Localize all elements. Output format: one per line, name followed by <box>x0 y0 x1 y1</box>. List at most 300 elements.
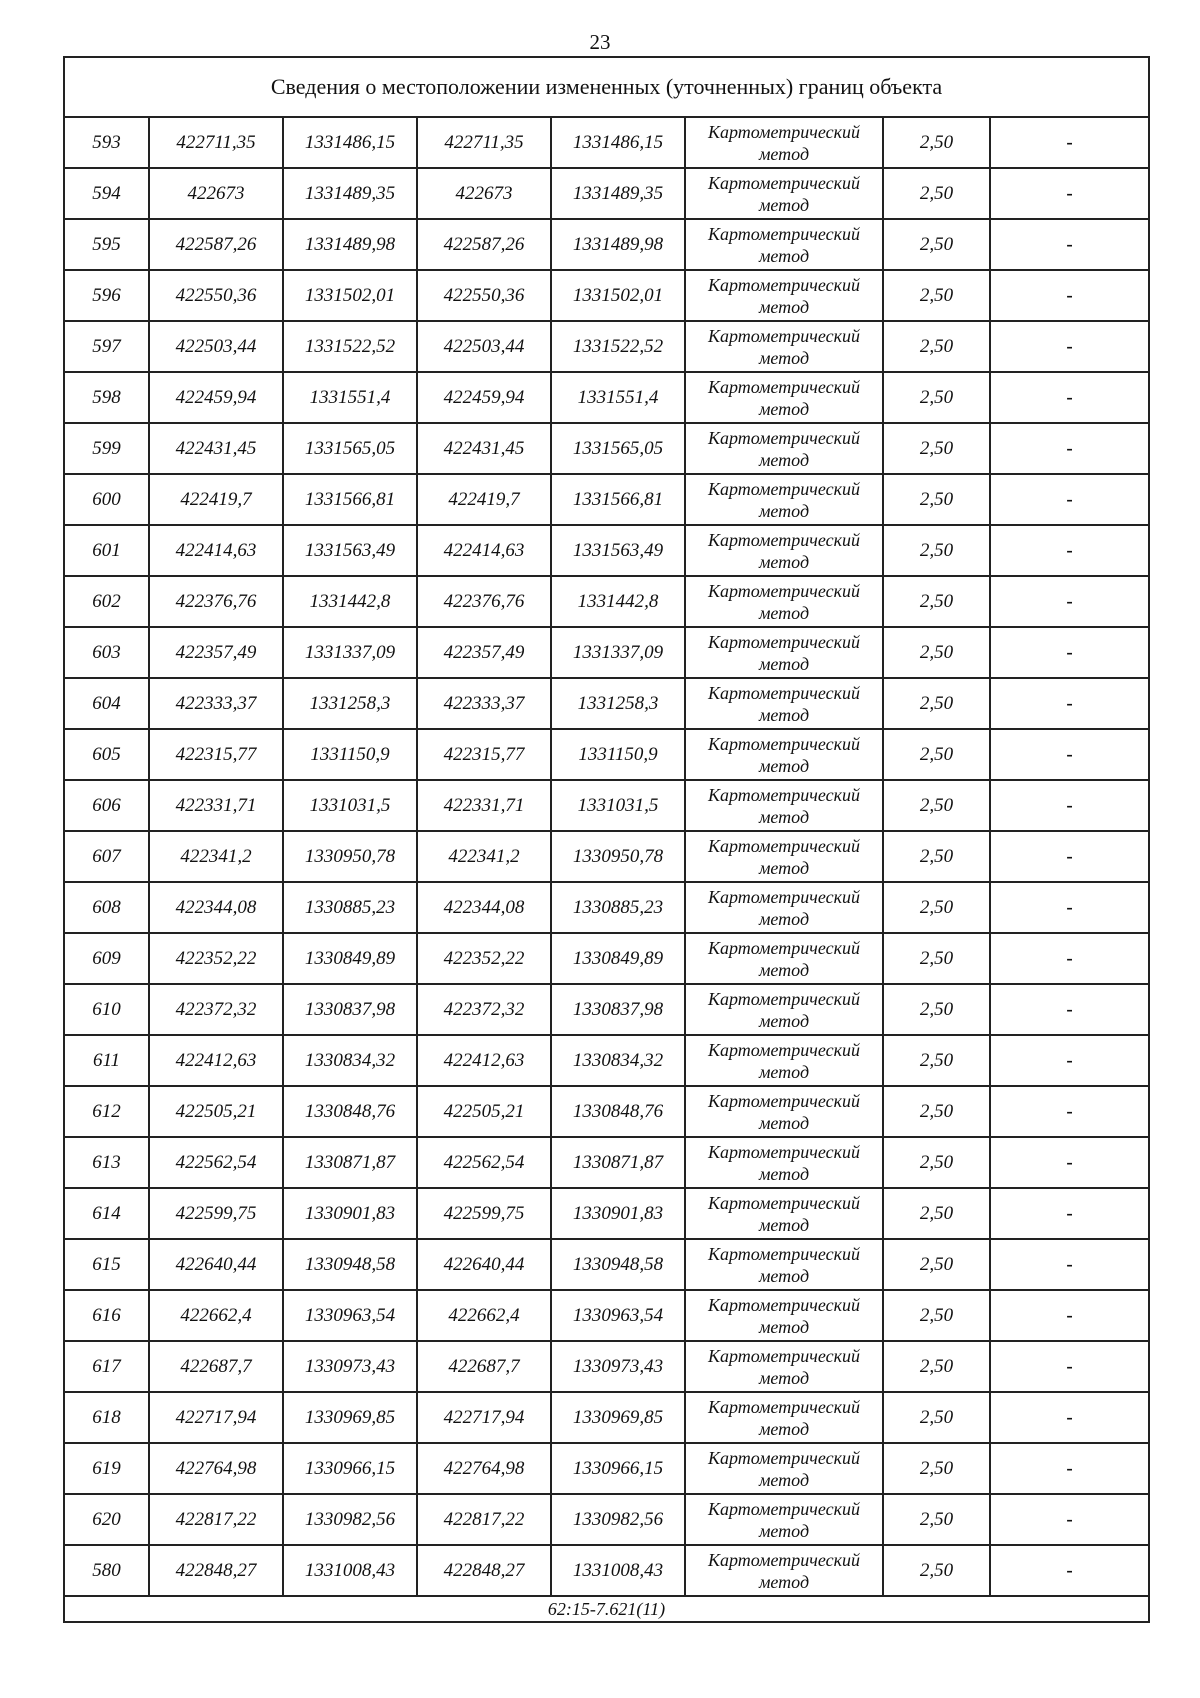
x-old-cell: 422431,45 <box>150 424 284 473</box>
x-new-cell: 422662,4 <box>418 1291 552 1340</box>
point-number-cell: 599 <box>65 424 150 473</box>
x-new-cell: 422431,45 <box>418 424 552 473</box>
table-row <box>65 118 1148 169</box>
y-new-cell: 1330950,78 <box>552 832 686 881</box>
point-number-cell: 595 <box>65 220 150 269</box>
point-number-cell: 596 <box>65 271 150 320</box>
x-new-cell: 422640,44 <box>418 1240 552 1289</box>
x-new-cell: 422412,63 <box>418 1036 552 1085</box>
x-old-cell: 422315,77 <box>150 730 284 779</box>
method-cell <box>686 322 884 371</box>
point-number-cell: 620 <box>65 1495 150 1544</box>
y-old-cell: 1331522,52 <box>284 322 418 371</box>
x-old-cell: 422503,44 <box>150 322 284 371</box>
method-line1: Картометрический <box>707 682 860 703</box>
accuracy-cell: 2,50 <box>884 1546 991 1595</box>
x-new-cell: 422344,08 <box>418 883 552 932</box>
note-cell: - <box>1066 1407 1073 1428</box>
method-line2: метод <box>758 1418 810 1439</box>
method-cell <box>686 118 884 167</box>
accuracy-cell: 2,50 <box>884 1189 991 1238</box>
note-cell: - <box>1066 591 1073 612</box>
method-line1: Картометрический <box>707 325 860 346</box>
y-new-cell: 1330885,23 <box>552 883 686 932</box>
accuracy-cell: 2,50 <box>884 934 991 983</box>
method-line1: Картометрический <box>707 1090 860 1111</box>
y-new-cell: 1331522,52 <box>552 322 686 371</box>
y-new-cell: 1331489,98 <box>552 220 686 269</box>
method-line2: метод <box>758 602 810 623</box>
accuracy-cell: 2,50 <box>884 1393 991 1442</box>
y-new-cell: 1331551,4 <box>552 373 686 422</box>
method-line1: Картометрический <box>707 274 860 295</box>
x-old-cell: 422848,27 <box>150 1546 284 1595</box>
x-new-cell: 422503,44 <box>418 322 552 371</box>
accuracy-cell: 2,50 <box>884 1036 991 1085</box>
accuracy-cell: 2,50 <box>884 577 991 626</box>
x-new-cell: 422414,63 <box>418 526 552 575</box>
x-old-cell: 422331,71 <box>150 781 284 830</box>
accuracy-cell: 2,50 <box>884 1444 991 1493</box>
y-new-cell: 1330834,32 <box>552 1036 686 1085</box>
table-row <box>65 985 1148 1036</box>
method-line1: Картометрический <box>707 1141 860 1162</box>
x-old-cell: 422662,4 <box>150 1291 284 1340</box>
table-row <box>65 424 1148 475</box>
point-number-cell: 597 <box>65 322 150 371</box>
y-old-cell: 1330948,58 <box>284 1240 418 1289</box>
x-old-cell: 422459,94 <box>150 373 284 422</box>
note-cell: - <box>1066 642 1073 663</box>
method-line2: метод <box>758 449 810 470</box>
point-number-cell: 605 <box>65 730 150 779</box>
y-old-cell: 1330973,43 <box>284 1342 418 1391</box>
note-cell: - <box>1066 948 1073 969</box>
accuracy-cell: 2,50 <box>884 679 991 728</box>
method-line1: Картометрический <box>707 988 860 1009</box>
y-new-cell: 1331031,5 <box>552 781 686 830</box>
x-old-cell: 422673 <box>150 169 284 218</box>
method-line1: Картометрический <box>707 1039 860 1060</box>
x-old-cell: 422344,08 <box>150 883 284 932</box>
method-line2: метод <box>758 908 810 929</box>
y-new-cell: 1331566,81 <box>552 475 686 524</box>
note-cell: - <box>1066 1560 1073 1581</box>
method-line1: Картометрический <box>707 1243 860 1264</box>
note-cell: - <box>1066 540 1073 561</box>
method-line2: метод <box>758 1163 810 1184</box>
x-old-cell: 422687,7 <box>150 1342 284 1391</box>
accuracy-cell: 2,50 <box>884 781 991 830</box>
table-row <box>65 1036 1148 1087</box>
x-old-cell: 422412,63 <box>150 1036 284 1085</box>
method-line2: метод <box>758 755 810 776</box>
x-new-cell: 422352,22 <box>418 934 552 983</box>
accuracy-cell: 2,50 <box>884 475 991 524</box>
table-row <box>65 883 1148 934</box>
accuracy-cell: 2,50 <box>884 424 991 473</box>
method-line1: Картометрический <box>707 1498 860 1519</box>
method-cell <box>686 1087 884 1136</box>
y-old-cell: 1330849,89 <box>284 934 418 983</box>
x-new-cell: 422673 <box>418 169 552 218</box>
method-cell <box>686 730 884 779</box>
method-line1: Картометрический <box>707 733 860 754</box>
y-old-cell: 1331150,9 <box>284 730 418 779</box>
accuracy-cell: 2,50 <box>884 832 991 881</box>
y-new-cell: 1330871,87 <box>552 1138 686 1187</box>
y-new-cell: 1331563,49 <box>552 526 686 575</box>
method-cell <box>686 679 884 728</box>
y-new-cell: 1331489,35 <box>552 169 686 218</box>
method-line2: метод <box>758 1469 810 1490</box>
accuracy-cell: 2,50 <box>884 1087 991 1136</box>
note-cell: - <box>1066 285 1073 306</box>
method-line2: метод <box>758 959 810 980</box>
y-new-cell: 1330969,85 <box>552 1393 686 1442</box>
note-cell: - <box>1066 1203 1073 1224</box>
x-old-cell: 422717,94 <box>150 1393 284 1442</box>
method-cell <box>686 1189 884 1238</box>
note-cell: - <box>1066 234 1073 255</box>
note-cell: - <box>1066 1254 1073 1275</box>
accuracy-cell: 2,50 <box>884 1138 991 1187</box>
point-number-cell: 617 <box>65 1342 150 1391</box>
method-cell <box>686 475 884 524</box>
method-line1: Картометрический <box>707 223 860 244</box>
table-row <box>65 475 1148 526</box>
x-old-cell: 422333,37 <box>150 679 284 728</box>
note-cell: - <box>1066 1305 1073 1326</box>
table-row <box>65 781 1148 832</box>
point-number-cell: 594 <box>65 169 150 218</box>
method-line2: метод <box>758 194 810 215</box>
method-line2: метод <box>758 245 810 266</box>
point-number-cell: 580 <box>65 1546 150 1595</box>
point-number-cell: 611 <box>65 1036 150 1085</box>
method-cell <box>686 1240 884 1289</box>
method-cell <box>686 1495 884 1544</box>
table-row <box>65 679 1148 730</box>
y-new-cell: 1331150,9 <box>552 730 686 779</box>
method-line2: метод <box>758 1214 810 1235</box>
point-number-cell: 615 <box>65 1240 150 1289</box>
method-line2: метод <box>758 143 810 164</box>
x-old-cell: 422341,2 <box>150 832 284 881</box>
table-row <box>65 220 1148 271</box>
method-cell <box>686 934 884 983</box>
method-cell <box>686 985 884 1034</box>
x-old-cell: 422414,63 <box>150 526 284 575</box>
method-cell <box>686 424 884 473</box>
x-new-cell: 422331,71 <box>418 781 552 830</box>
table-row <box>65 1444 1148 1495</box>
y-new-cell: 1331502,01 <box>552 271 686 320</box>
y-new-cell: 1330973,43 <box>552 1342 686 1391</box>
method-line1: Картометрический <box>707 1447 860 1468</box>
method-line1: Картометрический <box>707 1549 860 1570</box>
note-cell: - <box>1066 897 1073 918</box>
method-line2: метод <box>758 857 810 878</box>
accuracy-cell: 2,50 <box>884 118 991 167</box>
method-cell <box>686 220 884 269</box>
accuracy-cell: 2,50 <box>884 1342 991 1391</box>
accuracy-cell: 2,50 <box>884 1240 991 1289</box>
method-cell <box>686 1546 884 1595</box>
y-new-cell: 1330963,54 <box>552 1291 686 1340</box>
accuracy-cell: 2,50 <box>884 1291 991 1340</box>
method-cell <box>686 1291 884 1340</box>
y-old-cell: 1331008,43 <box>284 1546 418 1595</box>
x-new-cell: 422717,94 <box>418 1393 552 1442</box>
y-new-cell: 1331565,05 <box>552 424 686 473</box>
table-row <box>65 1240 1148 1291</box>
point-number-cell: 593 <box>65 118 150 167</box>
y-old-cell: 1330901,83 <box>284 1189 418 1238</box>
point-number-cell: 607 <box>65 832 150 881</box>
y-old-cell: 1331337,09 <box>284 628 418 677</box>
x-old-cell: 422599,75 <box>150 1189 284 1238</box>
y-old-cell: 1331551,4 <box>284 373 418 422</box>
x-new-cell: 422562,54 <box>418 1138 552 1187</box>
note-cell: - <box>1066 387 1073 408</box>
method-line2: метод <box>758 1367 810 1388</box>
table-row <box>65 832 1148 883</box>
note-cell: - <box>1066 1050 1073 1071</box>
point-number-cell: 608 <box>65 883 150 932</box>
x-new-cell: 422341,2 <box>418 832 552 881</box>
method-line1: Картометрический <box>707 937 860 958</box>
note-cell: - <box>1066 183 1073 204</box>
y-old-cell: 1330963,54 <box>284 1291 418 1340</box>
y-old-cell: 1330969,85 <box>284 1393 418 1442</box>
y-new-cell: 1331008,43 <box>552 1546 686 1595</box>
method-line2: метод <box>758 347 810 368</box>
x-new-cell: 422333,37 <box>418 679 552 728</box>
x-old-cell: 422357,49 <box>150 628 284 677</box>
method-line1: Картометрический <box>707 427 860 448</box>
x-new-cell: 422587,26 <box>418 220 552 269</box>
x-old-cell: 422711,35 <box>150 118 284 167</box>
page-number: 23 <box>589 30 611 54</box>
accuracy-cell: 2,50 <box>884 883 991 932</box>
x-new-cell: 422372,32 <box>418 985 552 1034</box>
x-new-cell: 422687,7 <box>418 1342 552 1391</box>
method-cell <box>686 1036 884 1085</box>
x-old-cell: 422352,22 <box>150 934 284 983</box>
x-new-cell: 422315,77 <box>418 730 552 779</box>
x-new-cell: 422376,76 <box>418 577 552 626</box>
method-line2: метод <box>758 1265 810 1286</box>
y-new-cell: 1330982,56 <box>552 1495 686 1544</box>
y-new-cell: 1330849,89 <box>552 934 686 983</box>
point-number-cell: 601 <box>65 526 150 575</box>
table-row <box>65 1087 1148 1138</box>
accuracy-cell: 2,50 <box>884 271 991 320</box>
x-old-cell: 422562,54 <box>150 1138 284 1187</box>
x-new-cell: 422357,49 <box>418 628 552 677</box>
x-new-cell: 422459,94 <box>418 373 552 422</box>
y-new-cell: 1330901,83 <box>552 1189 686 1238</box>
note-cell: - <box>1066 999 1073 1020</box>
method-line2: метод <box>758 806 810 827</box>
method-line1: Картометрический <box>707 835 860 856</box>
table-row <box>65 1138 1148 1189</box>
method-cell <box>686 832 884 881</box>
accuracy-cell: 2,50 <box>884 730 991 779</box>
boundary-coordinates-table <box>63 56 1150 1623</box>
note-cell: - <box>1066 795 1073 816</box>
method-cell <box>686 1342 884 1391</box>
note-cell: - <box>1066 1152 1073 1173</box>
point-number-cell: 616 <box>65 1291 150 1340</box>
method-line2: метод <box>758 1571 810 1592</box>
y-new-cell: 1330966,15 <box>552 1444 686 1493</box>
table-row <box>65 934 1148 985</box>
accuracy-cell: 2,50 <box>884 322 991 371</box>
method-line2: метод <box>758 704 810 725</box>
x-new-cell: 422817,22 <box>418 1495 552 1544</box>
accuracy-cell: 2,50 <box>884 985 991 1034</box>
note-cell: - <box>1066 846 1073 867</box>
table-title: Сведения о местоположении измененных (уточненных) границ объекта <box>65 58 1148 118</box>
y-old-cell: 1330966,15 <box>284 1444 418 1493</box>
x-new-cell: 422505,21 <box>418 1087 552 1136</box>
method-line2: метод <box>758 653 810 674</box>
accuracy-cell: 2,50 <box>884 628 991 677</box>
method-line1: Картометрический <box>707 1294 860 1315</box>
accuracy-cell: 2,50 <box>884 526 991 575</box>
table-row <box>65 1342 1148 1393</box>
method-cell <box>686 883 884 932</box>
y-old-cell: 1330871,87 <box>284 1138 418 1187</box>
method-cell <box>686 373 884 422</box>
note-cell: - <box>1066 336 1073 357</box>
method-line1: Картометрический <box>707 172 860 193</box>
y-old-cell: 1330950,78 <box>284 832 418 881</box>
x-old-cell: 422372,32 <box>150 985 284 1034</box>
note-cell: - <box>1066 1458 1073 1479</box>
method-line1: Картометрический <box>707 1192 860 1213</box>
note-cell: - <box>1066 489 1073 510</box>
x-old-cell: 422376,76 <box>150 577 284 626</box>
x-new-cell: 422764,98 <box>418 1444 552 1493</box>
method-line1: Картометрический <box>707 1396 860 1417</box>
method-line1: Картометрический <box>707 1345 860 1366</box>
table-row <box>65 373 1148 424</box>
x-new-cell: 422848,27 <box>418 1546 552 1595</box>
table-row <box>65 169 1148 220</box>
method-line1: Картометрический <box>707 886 860 907</box>
point-number-cell: 598 <box>65 373 150 422</box>
note-cell: - <box>1066 1101 1073 1122</box>
x-old-cell: 422764,98 <box>150 1444 284 1493</box>
x-new-cell: 422419,7 <box>418 475 552 524</box>
point-number-cell: 609 <box>65 934 150 983</box>
method-line2: метод <box>758 551 810 572</box>
method-line2: метод <box>758 500 810 521</box>
method-line1: Картометрический <box>707 529 860 550</box>
table-body <box>65 118 1148 1597</box>
y-old-cell: 1331258,3 <box>284 679 418 728</box>
accuracy-cell: 2,50 <box>884 220 991 269</box>
note-cell: - <box>1066 744 1073 765</box>
x-old-cell: 422419,7 <box>150 475 284 524</box>
method-cell <box>686 169 884 218</box>
table-row <box>65 526 1148 577</box>
point-number-cell: 614 <box>65 1189 150 1238</box>
method-cell <box>686 577 884 626</box>
accuracy-cell: 2,50 <box>884 169 991 218</box>
table-footer: 62:15-7.621(11) <box>547 1598 666 1619</box>
point-number-cell: 612 <box>65 1087 150 1136</box>
method-line2: метод <box>758 1061 810 1082</box>
point-number-cell: 619 <box>65 1444 150 1493</box>
y-new-cell: 1330837,98 <box>552 985 686 1034</box>
table-row <box>65 1291 1148 1342</box>
x-new-cell: 422550,36 <box>418 271 552 320</box>
y-old-cell: 1330982,56 <box>284 1495 418 1544</box>
method-line1: Картометрический <box>707 478 860 499</box>
x-new-cell: 422711,35 <box>418 118 552 167</box>
x-new-cell: 422599,75 <box>418 1189 552 1238</box>
method-line1: Картометрический <box>707 784 860 805</box>
method-cell <box>686 781 884 830</box>
method-line1: Картометрический <box>707 121 860 142</box>
point-number-cell: 606 <box>65 781 150 830</box>
note-cell: - <box>1066 1356 1073 1377</box>
y-old-cell: 1331502,01 <box>284 271 418 320</box>
point-number-cell: 610 <box>65 985 150 1034</box>
y-old-cell: 1331489,98 <box>284 220 418 269</box>
method-line1: Картометрический <box>707 580 860 601</box>
point-number-cell: 604 <box>65 679 150 728</box>
method-line2: метод <box>758 1112 810 1133</box>
x-old-cell: 422587,26 <box>150 220 284 269</box>
table-row <box>65 1546 1148 1597</box>
note-cell: - <box>1066 693 1073 714</box>
table-row <box>65 1393 1148 1444</box>
point-number-cell: 603 <box>65 628 150 677</box>
note-cell: - <box>1066 132 1073 153</box>
table-row <box>65 577 1148 628</box>
method-line1: Картометрический <box>707 376 860 397</box>
accuracy-cell: 2,50 <box>884 1495 991 1544</box>
table-row <box>65 1189 1148 1240</box>
y-old-cell: 1331489,35 <box>284 169 418 218</box>
y-new-cell: 1331442,8 <box>552 577 686 626</box>
accuracy-cell: 2,50 <box>884 373 991 422</box>
y-old-cell: 1331565,05 <box>284 424 418 473</box>
table-row <box>65 730 1148 781</box>
y-old-cell: 1330834,32 <box>284 1036 418 1085</box>
method-cell <box>686 628 884 677</box>
method-line2: метод <box>758 1010 810 1031</box>
point-number-cell: 602 <box>65 577 150 626</box>
y-new-cell: 1330848,76 <box>552 1087 686 1136</box>
table-row <box>65 1495 1148 1546</box>
y-old-cell: 1330885,23 <box>284 883 418 932</box>
y-old-cell: 1331031,5 <box>284 781 418 830</box>
x-old-cell: 422550,36 <box>150 271 284 320</box>
point-number-cell: 618 <box>65 1393 150 1442</box>
y-new-cell: 1331258,3 <box>552 679 686 728</box>
method-line2: метод <box>758 296 810 317</box>
note-cell: - <box>1066 1509 1073 1530</box>
y-old-cell: 1330848,76 <box>284 1087 418 1136</box>
table-row <box>65 322 1148 373</box>
y-old-cell: 1331442,8 <box>284 577 418 626</box>
